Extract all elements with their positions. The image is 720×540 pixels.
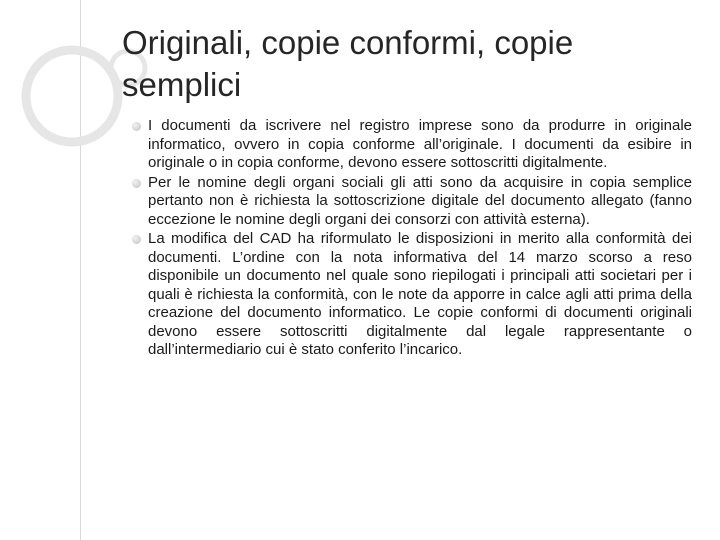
- bullet-dot-icon: [132, 122, 141, 131]
- slide-title: Originali, copie conformi, copie semplici: [122, 24, 574, 103]
- bullet-dot-icon: [132, 235, 141, 244]
- large-decor-circle: [26, 50, 118, 142]
- bullet-list: [132, 117, 692, 361]
- bullet-text: Per le nomine degli organi sociali gli atti sono da acquisire in copia semplice pertanto non è richiesta la sottoscrizione digitale del documento allegato (fanno eccezione le nomine degli organi dei consorzi con attività esterna).: [148, 173, 692, 228]
- bullet-item: [132, 117, 692, 173]
- bullet-text: I documenti da iscrivere nel registro imprese sono da produrre in originale informatico, ovvero in copia conforme all’originale. I documenti da esibire in originale o in copia conforme, devono essere sottoscritti digitalmente.: [148, 117, 692, 171]
- bullet-item: [132, 230, 692, 360]
- bullet-text: La modifica del CAD ha riformulato le disposizioni in merito alla conformità dei documenti. L’ordine con la nota informativa del 14 marzo scorso a reso disponibile un documento nel quale sono riepilogati i principali atti societari per i quali è richiesta la conformità, con le note da apporre in calce agli atti prima della creazione del documento informatico. Le copie conformi di documenti originali devono essere sottoscritti digitalmente dal legale rappresentante o dall’intermediario cui è stato conferito l’incarico.: [148, 230, 692, 358]
- bullet-item: [132, 174, 692, 230]
- bullet-dot-icon: [132, 179, 141, 188]
